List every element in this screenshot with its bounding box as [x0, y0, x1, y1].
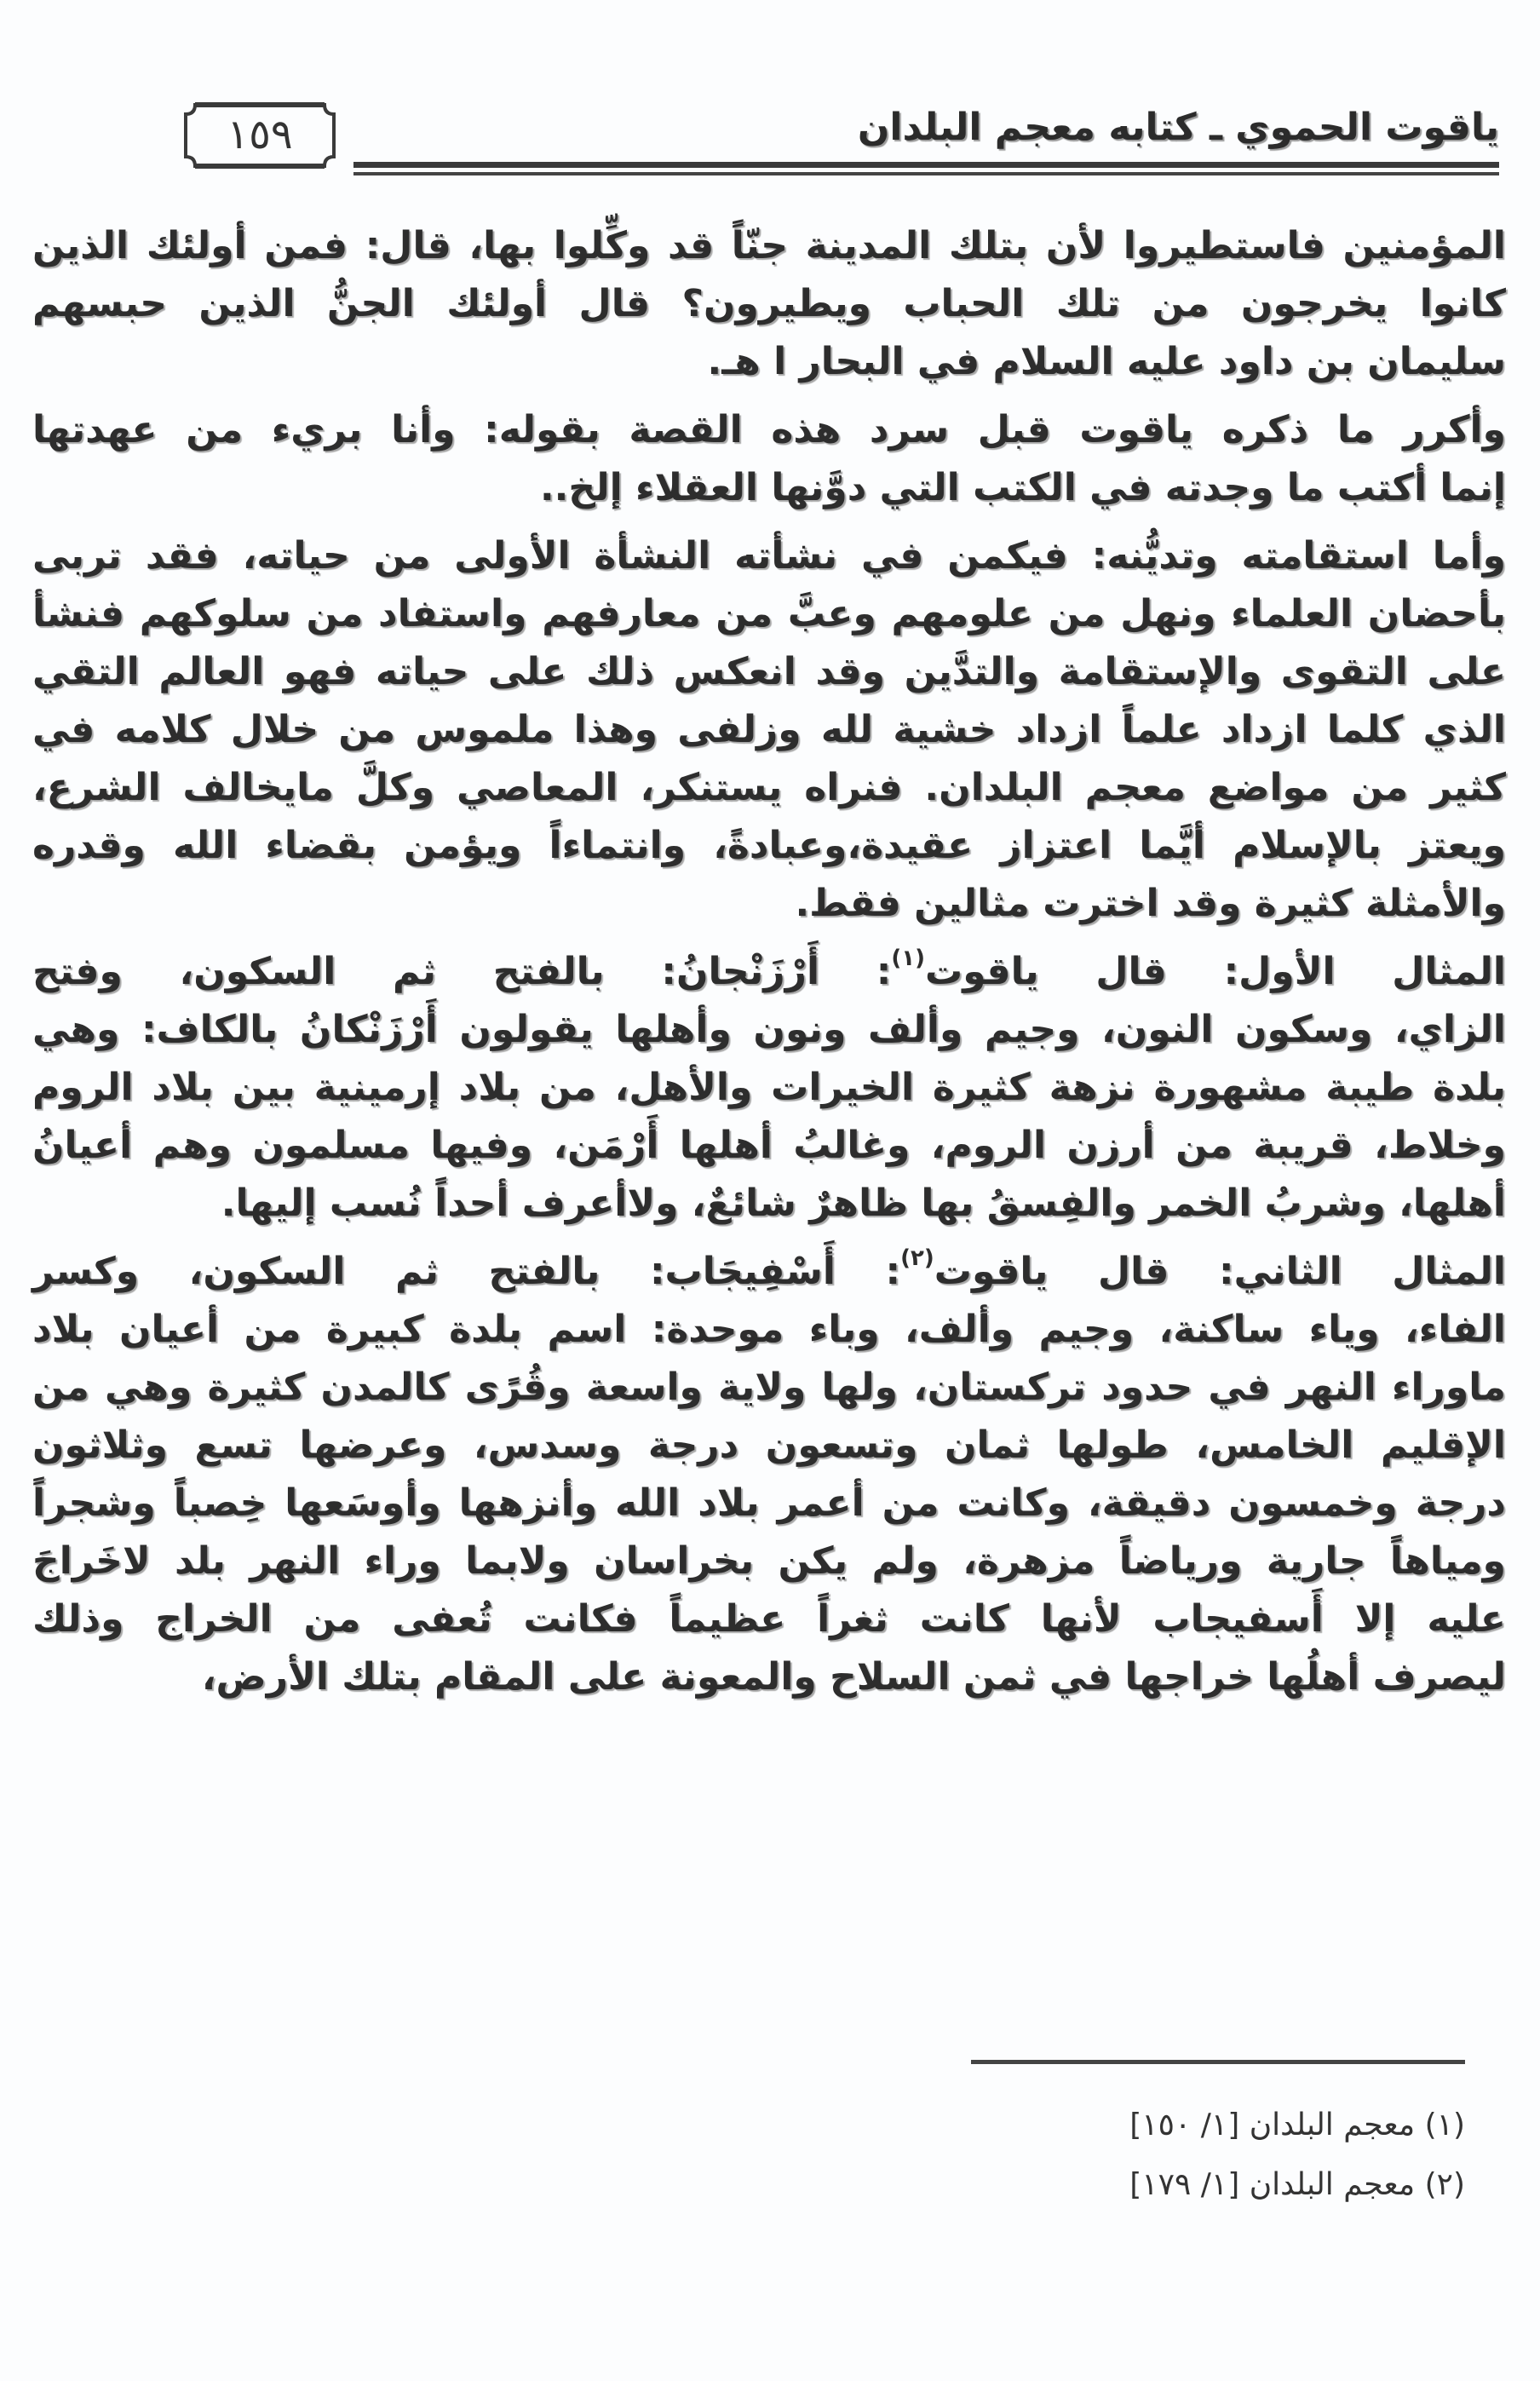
footnote-marker: (٢)	[1424, 2167, 1465, 2202]
header-rule-thin	[353, 172, 1499, 175]
text-line: الفاء، وياء ساكنة، وجيم وألف، وباء موحدة: اسم بلدة كبيرة من أعيان بلاد	[32, 1308, 1506, 1351]
text-line: كانوا يخرجون من تلك الحباب ويطيرون؟ قال أولئك الجنُّ الذين حبسهم	[32, 282, 1506, 325]
page-number: ١٥٩	[227, 111, 293, 158]
text-line: ماوراء النهر في حدود تركستان، ولها ولاية واسعة وقُرًى كالمدن كثيرة وهي من	[32, 1366, 1506, 1409]
header-rule-thick	[353, 162, 1499, 168]
text-line: بلدة طيبة مشهورة نزهة كثيرة الخيرات والأهل، من بلاد إرمينية بين بلاد الروم	[32, 1066, 1506, 1109]
text-line: درجة وخمسون دقيقة، وكانت من أعمر بلاد الله وأنزهها وأوسَعها خِصباً وشجراً	[32, 1481, 1506, 1525]
paragraph	[32, 527, 1506, 933]
paragraph	[32, 401, 1506, 517]
text-line: وخلاط، قريبة من أرزن الروم، وغالبُ أهلها أَرْمَن، وفيها مسلمون وهم أعيانُ	[32, 1124, 1506, 1167]
text-line: كثير من مواضع معجم البلدان. فنراه يستنكر، المعاصي وكلَّ مايخالف الشرع،	[32, 766, 1506, 809]
text-line: المثال الثاني: قال ياقوت$^{(٢)}$: أَسْفِيجَاب: بالفتح ثم السكون، وكسر	[32, 1245, 1506, 1293]
page-number-frame	[183, 102, 336, 169]
running-title: ياقوت الحموي ـ كتابه معجم البلدان	[857, 106, 1499, 149]
text-line: الزاي، وسكون النون، وجيم وألف ونون وأهلها يقولون أَرْزَنْكانُ بالكاف: وهي	[32, 1008, 1506, 1051]
footnote-2	[784, 2155, 1465, 2215]
footnote-reference[interactable]: (٢)	[900, 1245, 934, 1271]
paragraph	[32, 217, 1506, 391]
text-line: على التقوى والإستقامة والتدَّين وقد انعكس ذلك على حياته فهو العالم التقي	[32, 650, 1506, 693]
footnote-1	[784, 2096, 1465, 2155]
body-text	[32, 217, 1506, 1717]
text-line: ومياهاً جارية ورياضاً مزهرة، ولم يكن بخراسان ولابما وراء النهر بلد لاخَراجَ	[32, 1539, 1506, 1583]
text-line: والأمثلة كثيرة وقد اخترت مثالين فقط.	[795, 882, 1506, 925]
text-line: المثال الأول: قال ياقوت$^{(١)}$: أَرْزَنْجانُ: بالفتح ثم السكون، وفتح	[32, 946, 1506, 993]
text-line: المؤمنين فاستطيروا لأن بتلك المدينة جنّاً قد وكِّلوا بها، قال: فمن أولئك الذين	[32, 224, 1506, 267]
footnote-text: معجم البلدان [١/ ١٧٩]	[1129, 2167, 1416, 2202]
footnote-reference[interactable]: (١)	[891, 946, 925, 971]
footnote-marker: (١)	[1424, 2108, 1465, 2142]
text-line: بأحضان العلماء ونهل من علومهم وعبَّ من معارفهم واستفاد من سلوكهم فنشأ	[32, 592, 1506, 636]
text-line: عليه إلا أَسفيجاب لأنها كانت ثغراً عظيماً فكانت تُعفى من الخراج وذلك	[32, 1597, 1506, 1641]
text-line: وأما استقامته وتديُّنه: فيكمن في نشأته النشأة الأولى من حياته، فقد تربى	[32, 534, 1506, 578]
text-line: سليمان بن داود عليه السلام في البحار ا هـ.	[707, 340, 1506, 383]
paragraph	[32, 943, 1506, 1233]
running-header	[196, 101, 1499, 169]
text-line: الإقليم الخامس، طولها ثمان وتسعون درجة وسدس، وعرضها تسع وثلاثون	[32, 1423, 1506, 1467]
paragraph	[32, 1243, 1506, 1706]
text-line: أهلها، وشربُ الخمر والفِسقُ بها ظاهرٌ شائعٌ، ولاأعرف أحداً نُسب إليها.	[221, 1182, 1506, 1225]
text-line: ويعتز بالإسلام أيَّما اعتزاز عقيدة،وعبادةً، وانتماءاً ويؤمن بقضاء الله وقدره	[32, 824, 1506, 867]
footnote-text: معجم البلدان [١/ ١٥٠]	[1129, 2108, 1416, 2142]
text-line: الذي كلما ازداد علماً ازداد خشية لله وزلفى وهذا ملموس من خلال كلامه في	[32, 708, 1506, 751]
text-line: ليصرف أهلُها خراجها في ثمن السلاح والمعونة على المقام بتلك الأرض،	[201, 1655, 1506, 1699]
footnotes	[784, 2096, 1465, 2215]
text-line: إنما أكتب ما وجدته في الكتب التي دوَّنها العقلاء إلخ..	[539, 466, 1506, 509]
text-line: وأكرر ما ذكره ياقوت قبل سرد هذه القصة بقوله: وأنا بريء من عهدتها	[32, 408, 1506, 451]
footnote-separator	[971, 2060, 1465, 2064]
